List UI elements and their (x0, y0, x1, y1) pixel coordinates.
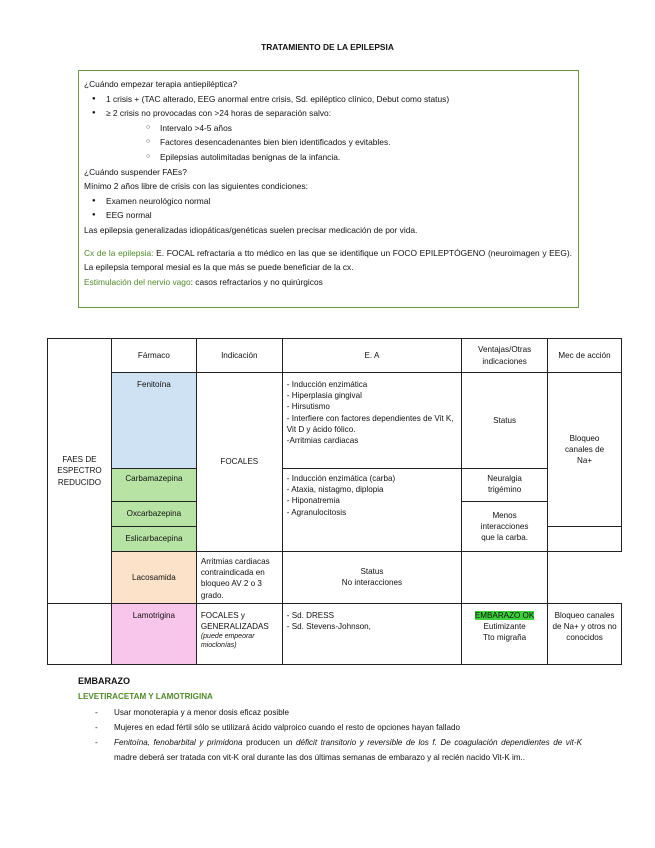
ea-line: - Sd. Stevens-Johnson, (286, 622, 371, 632)
surgery-paragraph (84, 246, 572, 275)
ea-fenitoina (282, 373, 461, 469)
header-mecanismo: Mec de acción (548, 339, 622, 373)
sub-bullet-3: ○ Epilepsias autolimitadas benignas de la infancia. (84, 150, 572, 165)
mec-lamotrigina: Bloqueo canales de Na+ y otros no conocidos (548, 603, 622, 664)
ea-line: - Ataxia, nistagmo, diplopia (286, 485, 384, 495)
vent-lacosamida (282, 552, 461, 604)
header-indicacion: Indicación (196, 339, 282, 373)
mec-empty (548, 527, 622, 552)
embarazo-ok-badge: EMBARAZO OK (474, 610, 535, 620)
sub-bullet-2: ○ Factores desencadenantes bien bien identificados y evitables. (84, 135, 572, 150)
drug-lamotrigina: Lamotrigina (111, 603, 196, 664)
header-farmaco: Fármaco (111, 339, 196, 373)
drug-carbamazepina: Carbamazepina (111, 469, 196, 502)
ea-line: - Agranulocitosis (286, 507, 347, 517)
minimum-text: Mínimo 2 años libre de crisis con las siguientes condiciones: (84, 181, 308, 192)
ea-line: - Interfiere con factores dependientes de Vit K, Vit D y ácido fólico. (286, 413, 454, 434)
vagus-label: Estimulación del nervio vago (84, 276, 191, 287)
ea-line: - Inducción enzimática (286, 380, 368, 389)
table-row (48, 603, 622, 664)
ea-line: - Hiponatremia (286, 496, 340, 506)
vent-line: No interacciones (341, 578, 403, 588)
indication-focales: FOCALES (196, 373, 282, 552)
list-item: - Mujeres en edad fértil sólo se utilizará ácido valproico cuando el resto de opciones hayan fallado (78, 720, 582, 735)
ind-line: GENERALIZADAS (200, 622, 269, 632)
item3-italic: Fenitoína, fenobarbital y primidona (114, 738, 243, 747)
embarazo-subtitle: LEVETIRACETAM Y LAMOTRIGINA (78, 692, 213, 701)
table-row (48, 469, 622, 502)
question-start: ¿Cuándo empezar terapia antiepiléptica? (84, 79, 238, 89)
bullet-two-crisis: ● ≥ 2 crisis no provocadas con >24 horas de separación salvo: (84, 106, 572, 121)
surgery-label: Cx de la epilepsia: (84, 247, 154, 258)
vent-line: Eutimizante (483, 622, 526, 632)
table-row (48, 552, 622, 604)
mec-na-block: Bloqueo canales de Na+ (548, 373, 622, 527)
sub-bullet-1: ○ Intervalo >4-5 años (84, 121, 572, 136)
ea-line: - Hirsutismo (286, 402, 330, 412)
header-ventajas: Ventajas/Otras indicaciones (462, 339, 548, 373)
vent-oxcarbazepina: Menos interacciones que la carba. (462, 502, 548, 552)
item3-mid: producen un (242, 738, 296, 747)
ea-line: - Hiperplasia gingival (286, 391, 362, 401)
vent-lamotrigina (462, 603, 548, 664)
item3-italic2: déficit transitorio y reversible de los f. De coagulación dependientes de vit-K (295, 738, 582, 747)
table-row (48, 373, 622, 469)
vagus-paragraph (84, 275, 572, 290)
ea-line: - Inducción enzimática (carba) (286, 474, 396, 483)
bullet-one-crisis: ● 1 crisis + (TAC alterado, EEG anormal entre crisis, Sd. epiléptico clínico, Debut como status) (84, 92, 572, 107)
generalized-note: Las epilepsia generalizadas idiopáticas/genéticas suelen precisar medicación de por vida. (84, 224, 418, 235)
vent-line: Status (360, 567, 384, 577)
page-title: TRATAMIENTO DE LA EPILEPSIA (261, 42, 394, 52)
list-item: - Usar monoterapia y a menor dosis eficaz posible (78, 705, 582, 720)
ind-lamotrigina (196, 603, 282, 664)
vent-fenitoina: Status (462, 373, 548, 469)
embarazo-list (78, 705, 582, 765)
ea-line: - Sd. DRESS (286, 610, 334, 620)
list-item (78, 735, 582, 765)
ea-lacosamida: Arritmias cardiacas contraindicada en bloqueo AV 2 o 3 grado. (196, 552, 282, 604)
ea-carbamazepina (282, 469, 461, 552)
group-cell: FAES DE ESPECTRO REDUCIDO (48, 339, 112, 604)
header-ea: E. A (282, 339, 461, 373)
drug-fenitoina: Fenitoína (111, 373, 196, 469)
question-stop: ¿Cuándo suspender FAEs? (84, 166, 187, 177)
drug-eslicarbacepina: Eslicarbacepina (111, 527, 196, 552)
ind-note: (puede empeorar mioclonías) (200, 633, 255, 650)
drug-oxcarbazepina: Oxcarbazepina (111, 502, 196, 527)
surgery-text: E. FOCAL refractaria a tto médico en las que se identifique un FOCO EPILEPTÓGENO (neuroimagen y EEG). La epilepsia temporal mesial es la que más se puede beneficiar de la cx. (84, 247, 572, 273)
ea-line: -Arritmias cardiacas (286, 436, 359, 446)
vent-line: Tto migraña (482, 633, 527, 643)
vagus-text: : casos refractarios y no quirúrgicos (190, 276, 323, 287)
mec-empty (462, 552, 548, 604)
condition-2: ● EEG normal (84, 208, 572, 223)
condition-1: ● Examen neurológico normal (84, 194, 572, 209)
ind-line: FOCALES y (200, 610, 245, 620)
table-header-row (48, 339, 622, 373)
drug-table (47, 338, 622, 665)
ea-lamotrigina (282, 603, 461, 664)
item3-end: madre deberá ser tratada con vit-K oral durante las dos últimas semanas de embarazo y al recién nacido Vit-K im.. (114, 753, 526, 762)
group-empty (48, 603, 112, 664)
summary-box (78, 70, 579, 308)
vent-carbamazepina: Neuralgia trigémino (462, 469, 548, 502)
drug-lacosamida: Lacosamida (111, 552, 196, 604)
embarazo-title: EMBARAZO (78, 676, 130, 686)
